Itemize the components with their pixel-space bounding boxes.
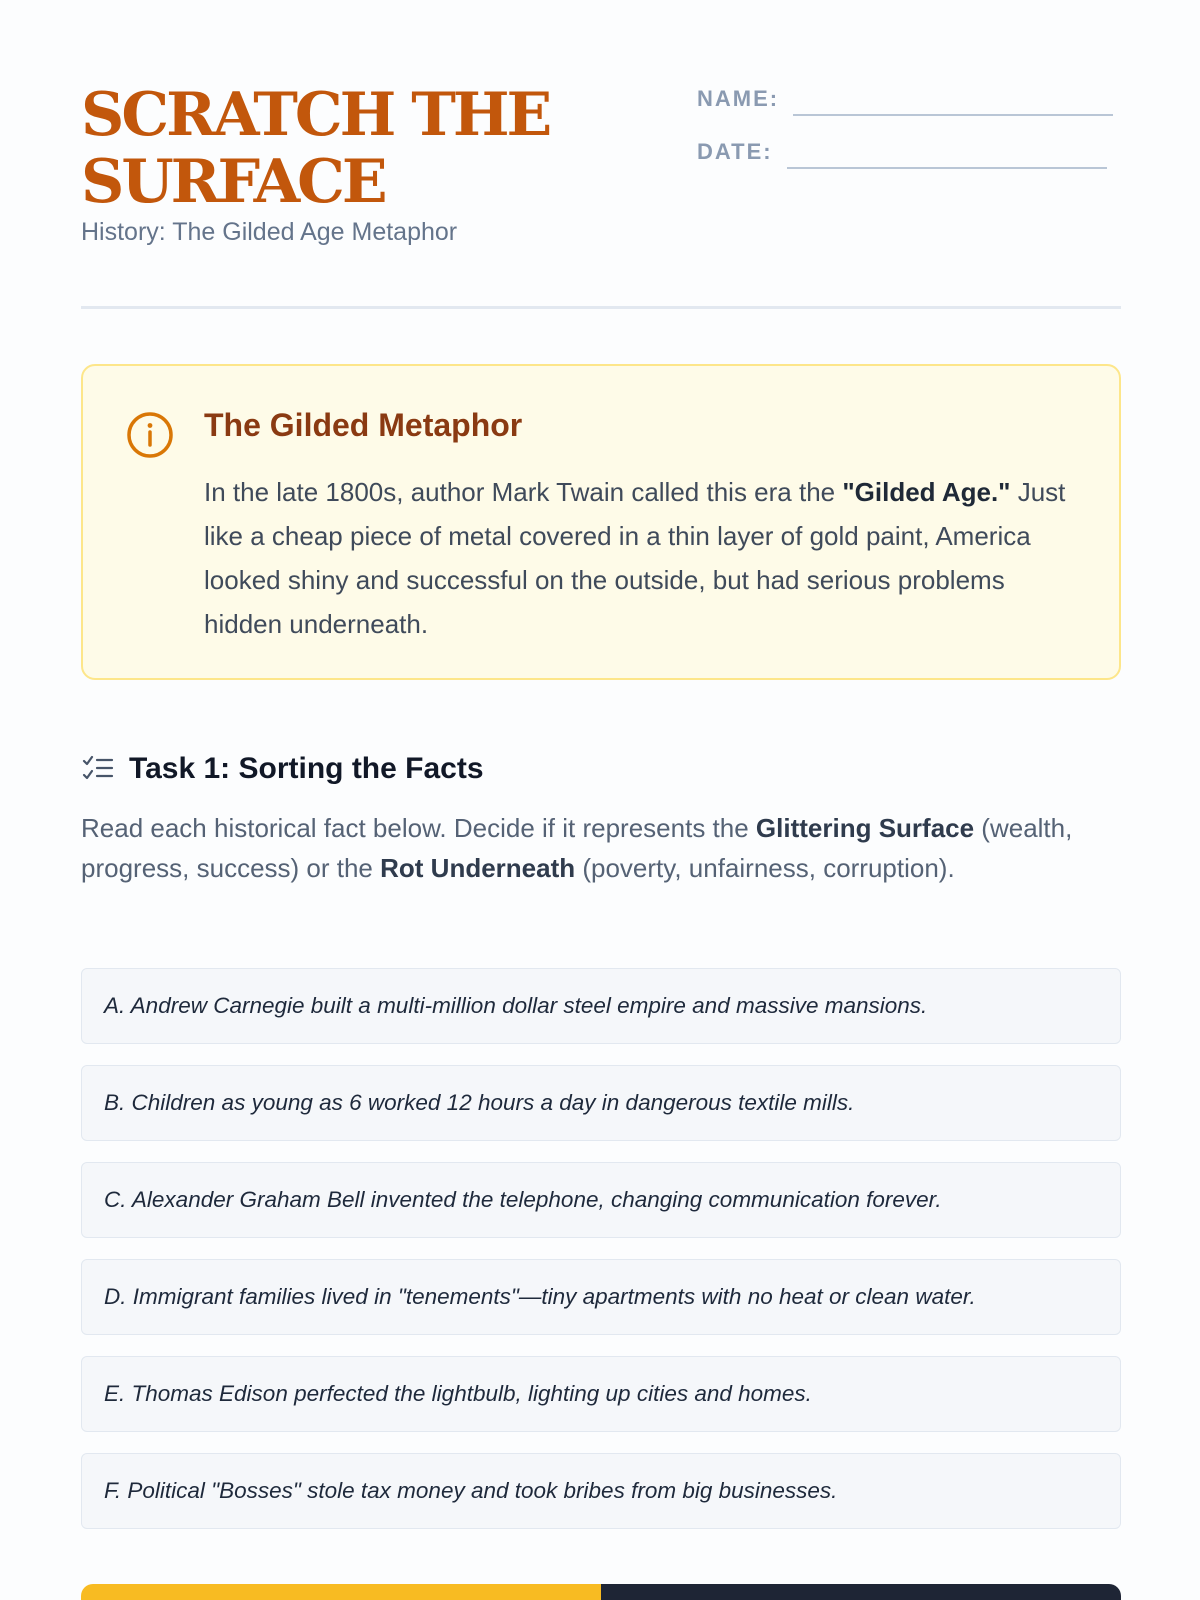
glittering-surface-column (81, 1584, 601, 1600)
task1-heading (81, 752, 484, 786)
worksheet (81, 0, 1121, 1503)
info-body (204, 470, 1084, 646)
fact-list (81, 968, 1121, 1550)
glittering-surface-term: Glittering Surface (755, 813, 975, 843)
fact-card[interactable]: E. Thomas Edison perfected the lightbulb, lighting up cities and homes. (81, 1356, 1121, 1432)
name-label: NAME: (697, 86, 780, 111)
page-title: SCRATCH THE SURFACE (81, 80, 550, 217)
instructions-text: Read each historical fact below. Decide if it represents the (81, 813, 756, 843)
worksheet-header (81, 0, 1121, 310)
instructions-text: (wealth, progress, success) or the (81, 813, 1073, 883)
checklist-icon (81, 754, 115, 784)
rot-underneath-column (601, 1584, 1121, 1600)
fact-card[interactable]: F. Political "Bosses" stole tax money and took bribes from big businesses. (81, 1453, 1121, 1529)
fact-card[interactable]: C. Alexander Graham Bell invented the telephone, changing communication forever. (81, 1162, 1121, 1238)
page-subtitle: History: The Gilded Age Metaphor (81, 218, 458, 246)
fact-card[interactable]: B. Children as young as 6 worked 12 hours a day in dangerous textile mills. (81, 1065, 1121, 1141)
date-label: DATE: (697, 139, 773, 164)
instructions-text: (poverty, unfairness, corruption). (575, 853, 955, 883)
info-body-text-continued: Just like a cheap piece of metal covered in a thin layer of gold paint, America looked shiny and successful on the outside, but had serious problems hidden underneath. (204, 477, 1066, 639)
sorting-columns-header (81, 1584, 1121, 1600)
info-circle-icon (125, 410, 175, 460)
info-callout (81, 364, 1121, 680)
fact-card[interactable]: A. Andrew Carnegie built a multi-million dollar steel empire and massive mansions. (81, 968, 1121, 1044)
date-field (697, 137, 1107, 167)
fact-card[interactable]: D. Immigrant families lived in "tenements"—tiny apartments with no heat or clean water. (81, 1259, 1121, 1335)
header-divider (81, 306, 1121, 309)
info-body-emphasis: "Gilded Age." (842, 477, 1011, 507)
task1-title: Task 1: Sorting the Facts (129, 752, 484, 785)
info-title: The Gilded Metaphor (204, 407, 523, 443)
info-body-text: In the late 1800s, author Mark Twain called this era the (204, 477, 843, 507)
task1-instructions (81, 808, 1121, 888)
name-input-line[interactable] (793, 114, 1113, 116)
rot-underneath-term: Rot Underneath (380, 853, 576, 883)
name-field (697, 84, 1113, 114)
date-input-line[interactable] (787, 167, 1107, 169)
